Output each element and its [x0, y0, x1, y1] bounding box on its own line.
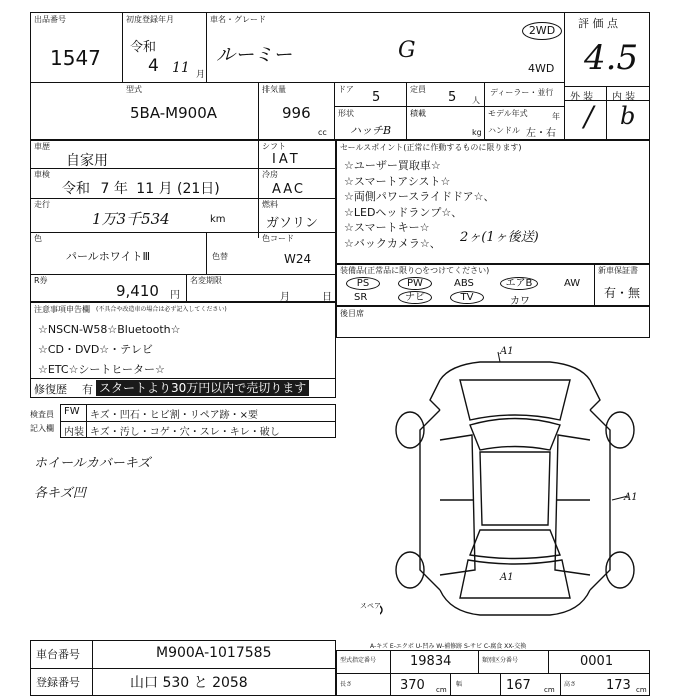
year-unit: 年 — [552, 112, 560, 121]
mark-rear: A1 — [500, 572, 514, 583]
seats: 5 — [448, 90, 457, 105]
cc-unit: cc — [318, 128, 327, 137]
selling-point: ☆バックカメラ☆、 — [344, 236, 441, 250]
inspect-row2-items: キズ・汚し・コゲ・穴・スレ・キレ・破し — [90, 427, 280, 438]
inspect-month-unit: 月 — [158, 181, 173, 197]
equip-ps-label: PS — [356, 278, 370, 289]
shift-label: シフト — [262, 142, 286, 151]
recycle-label: R券 — [34, 276, 48, 285]
equip-navi — [398, 291, 432, 304]
name-change-month: 月 — [280, 292, 290, 303]
doors: 5 — [372, 90, 381, 105]
plate-label: 登録番号 — [36, 676, 80, 689]
car-rear-outline — [440, 590, 590, 615]
equip-aw: AW — [564, 278, 581, 289]
use-label: 車歴 — [34, 142, 50, 151]
name-change-day: 日 — [322, 292, 332, 303]
reg-month: 11 — [172, 60, 190, 76]
handle-value: 左・右 — [526, 128, 556, 139]
selling-point: ☆両側パワースライドドア☆、 — [344, 190, 495, 203]
height-label: 高さ — [564, 681, 577, 688]
fuel-label: 燃料 — [262, 200, 278, 209]
car-name: ルーミー — [216, 44, 293, 66]
equip-leather: カワ — [510, 296, 530, 307]
model-label: 車名・グレード — [210, 15, 266, 24]
shape-label: 形状 — [338, 109, 354, 118]
new-car-value: 有・無 — [604, 286, 641, 300]
notes-list — [38, 320, 181, 380]
model-year-label: モデル年式 — [488, 109, 528, 118]
width-value: 167 — [506, 678, 531, 693]
color-code-label: 色コード — [262, 234, 294, 243]
car-front-bumper — [430, 380, 600, 410]
equip-pw — [398, 277, 432, 290]
handle-label: ハンドル — [488, 126, 520, 135]
lot-number: 1547 — [50, 46, 101, 70]
note-line: ☆NSCN-W58☆Bluetooth☆ — [38, 323, 181, 336]
equip-airbag-label: エアB — [505, 278, 533, 289]
length-unit: cm — [436, 686, 447, 694]
rear-seat-label: 後目席 — [340, 309, 364, 318]
inspect-date — [62, 178, 220, 198]
class-label: 類別区分番号 — [482, 657, 519, 664]
mark-side: A1 — [624, 492, 638, 503]
selling-point: ☆LEDヘッドランプ☆、 — [344, 205, 463, 219]
car-outline-top — [440, 362, 590, 380]
recycle-value: 9,410 — [116, 282, 159, 300]
selling-points-title: セールスポイント(正常に作動するものに限ります) — [340, 143, 522, 152]
cert-number: 19834 — [410, 654, 452, 669]
inspect-label: 車検 — [34, 170, 50, 179]
width-label: 幅 — [456, 681, 463, 688]
equipment-title: 装備品(正常品に限り○をつけてください) — [340, 266, 490, 275]
equip-sr: SR — [354, 292, 368, 303]
dealer-label: ディーラー・並行 — [490, 88, 554, 97]
class-number: 0001 — [580, 654, 614, 669]
reg-month-unit: 月 — [196, 70, 206, 80]
note-line: ☆ETC☆シートヒーター☆ — [38, 363, 165, 376]
color-value: パールホワイトⅢ — [66, 250, 151, 263]
repair-value: 有 — [82, 383, 93, 396]
door-label: ドア — [338, 85, 354, 94]
drive-4wd: 4WD — [528, 62, 555, 75]
inspect-row1-label: FW — [64, 406, 80, 417]
weight-label: 積載 — [410, 109, 426, 118]
kg-unit: kg — [472, 128, 482, 137]
mileage-label: 走行 — [34, 200, 50, 209]
color-code: W24 — [284, 252, 312, 266]
length-label: 長さ — [340, 681, 353, 688]
inspect-year-unit: 年 — [113, 181, 128, 197]
reg-year: 4 — [148, 56, 159, 76]
equip-airbag — [500, 277, 538, 290]
inspector-label-top: 検査員 — [30, 410, 54, 419]
inspect-row2-label: 内装 — [64, 427, 84, 438]
spare-label: スペア — [360, 602, 381, 610]
height-value: 173 — [606, 678, 631, 693]
drive-2wd-circle — [522, 22, 562, 40]
selling-point: ☆スマートキー☆ — [344, 221, 430, 234]
equip-tv — [450, 291, 484, 304]
inspect-era: 令和 — [62, 181, 90, 197]
notes-subtitle: (不具合や改造車の場合は必ず記入してください) — [96, 306, 227, 313]
eval-score: 4.5 — [584, 38, 639, 78]
ext-grade: / — [584, 100, 594, 133]
displacement: 996 — [282, 104, 311, 122]
note-line: ☆CD・DVD☆・テレビ — [38, 343, 153, 356]
cert-label: 型式指定番号 — [340, 657, 377, 664]
mileage-value: 1万3千534 — [92, 210, 170, 228]
equip-abs: ABS — [454, 278, 474, 289]
inspect-row1-items: キズ・凹石・ヒビ割・リペア跡・×要 — [90, 410, 258, 421]
int-grade: b — [620, 102, 636, 130]
repair-label: 修復歴 — [34, 383, 67, 396]
ac-value: AAC — [272, 182, 305, 197]
inspect-month: 11 — [136, 181, 155, 197]
handwritten-damage-note: 各キズ凹 — [34, 486, 86, 501]
car-hood — [460, 380, 570, 420]
equip-navi-label: ナビ — [405, 292, 425, 303]
person-unit: 人 — [472, 96, 480, 105]
equip-ps — [346, 277, 380, 290]
sale-banner: スタートより30万円以内で売切ります — [96, 380, 309, 396]
int-label: 内 装 — [612, 92, 636, 103]
selling-point: ☆ユーザー買取車☆ — [344, 159, 441, 172]
km-unit: km — [210, 214, 226, 225]
car-roof — [480, 452, 550, 525]
smartkey-note: 2ヶ(1ヶ後送) — [460, 230, 539, 245]
use-value: 自家用 — [66, 153, 108, 169]
grade: G — [398, 38, 416, 63]
width-unit: cm — [544, 686, 555, 694]
fuel-value: ガソリン — [266, 216, 319, 231]
first-reg-label: 初度登録年月 — [126, 15, 174, 24]
lot-label: 出品番号 — [34, 15, 66, 24]
inspect-year: 7 — [100, 181, 110, 197]
damage-legend: A-キズ E-エクボ U-凹み W-補修跡 S-サビ C-腐食 XX-交換 — [370, 643, 527, 650]
chassis-number: M900A-1017585 — [156, 645, 272, 661]
shift-value: IAT — [272, 152, 301, 167]
mark-front: A1 — [500, 346, 514, 357]
equip-pw-label: PW — [407, 278, 423, 289]
inspect-day: (21日) — [177, 181, 220, 197]
seat-label: 定員 — [410, 85, 426, 94]
car-diagram — [380, 340, 650, 630]
height-unit: cm — [636, 686, 647, 694]
car-windshield — [470, 419, 560, 451]
body-shape: ハッチB — [350, 124, 392, 137]
disp-label: 排気量 — [262, 85, 286, 94]
new-car-label: 新車保証書 — [598, 266, 638, 275]
eval-label: 評 価 点 — [578, 17, 618, 30]
type-label: 型式 — [126, 85, 142, 94]
ext-label: 外 装 — [570, 92, 594, 103]
color-label: 色 — [34, 234, 42, 243]
drive-2wd: 2WD — [528, 24, 556, 37]
chassis-label: 車台番号 — [36, 648, 80, 661]
handwritten-wheel-note: ホイールカバーキズ — [34, 456, 151, 471]
model-code: 5BA-M900A — [130, 104, 218, 122]
ac-label: 冷房 — [262, 170, 278, 179]
yen-unit: 円 — [170, 290, 180, 301]
name-change-label: 名変期限 — [190, 276, 222, 285]
equip-tv-label: TV — [460, 292, 474, 303]
length-value: 370 — [400, 678, 425, 693]
reg-era: 令和 — [130, 40, 157, 55]
selling-point: ☆スマートアシスト☆ — [344, 174, 451, 188]
car-rear-window — [470, 530, 560, 559]
color-change-label: 色替 — [212, 252, 228, 261]
notes-title: 注意事項申告欄 — [34, 305, 90, 314]
rear-seat-section — [336, 306, 650, 338]
plate-value: 山口 530 と 2058 — [130, 675, 248, 691]
car-trunk — [460, 560, 570, 598]
inspector-label-bottom: 記入欄 — [30, 424, 54, 433]
